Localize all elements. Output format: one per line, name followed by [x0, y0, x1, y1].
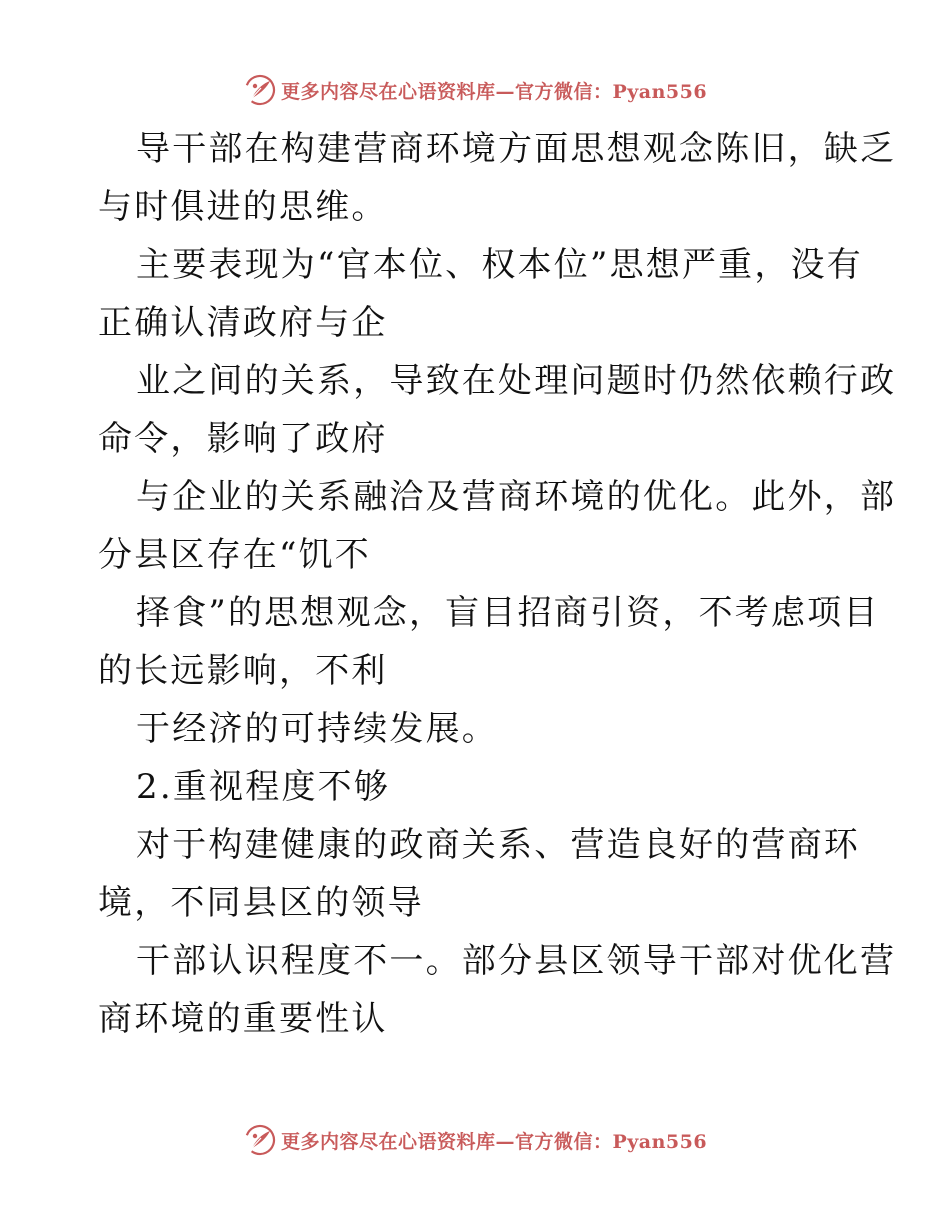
document-body	[98, 120, 897, 1048]
body-line: 正确认清政府与企	[98, 303, 388, 343]
body-line: 命令，影响了政府	[98, 419, 388, 459]
body-line: 的长远影响，不利	[98, 651, 388, 691]
body-line: 于经济的可持续发展。	[136, 709, 498, 749]
body-line: 对于构建健康的政商关系、营造良好的营商环	[136, 825, 860, 865]
header-watermark	[0, 70, 950, 110]
footer-watermark	[0, 1120, 950, 1160]
watermark-text: 更多内容尽在心语资料库—官方微信：Pyan556	[280, 80, 708, 103]
body-line: 主要表现为“官本位、权本位”思想严重，没有	[136, 245, 863, 285]
body-line: 与时俱进的思维。	[98, 187, 388, 227]
feather-pen-circle-icon	[243, 1123, 277, 1157]
body-line: 与企业的关系融洽及营商环境的优化。此外，部	[136, 477, 897, 517]
body-line: 商环境的重要性认	[98, 999, 388, 1039]
body-line: 业之间的关系，导致在处理问题时仍然依赖行政	[136, 361, 897, 401]
body-line: 择食”的思想观念，盲目招商引资，不考虑项目	[136, 593, 880, 633]
watermark-text: 更多内容尽在心语资料库—官方微信：Pyan556	[280, 1130, 708, 1153]
body-line: 干部认识程度不一。部分县区领导干部对优化营	[136, 941, 897, 981]
body-line: 分县区存在“饥不	[98, 535, 371, 575]
section-heading: 2.重视程度不够	[136, 767, 391, 807]
body-line: 境，不同县区的领导	[98, 883, 424, 923]
feather-pen-circle-icon	[243, 73, 277, 107]
body-line: 导干部在构建营商环境方面思想观念陈旧，缺乏	[136, 129, 897, 169]
